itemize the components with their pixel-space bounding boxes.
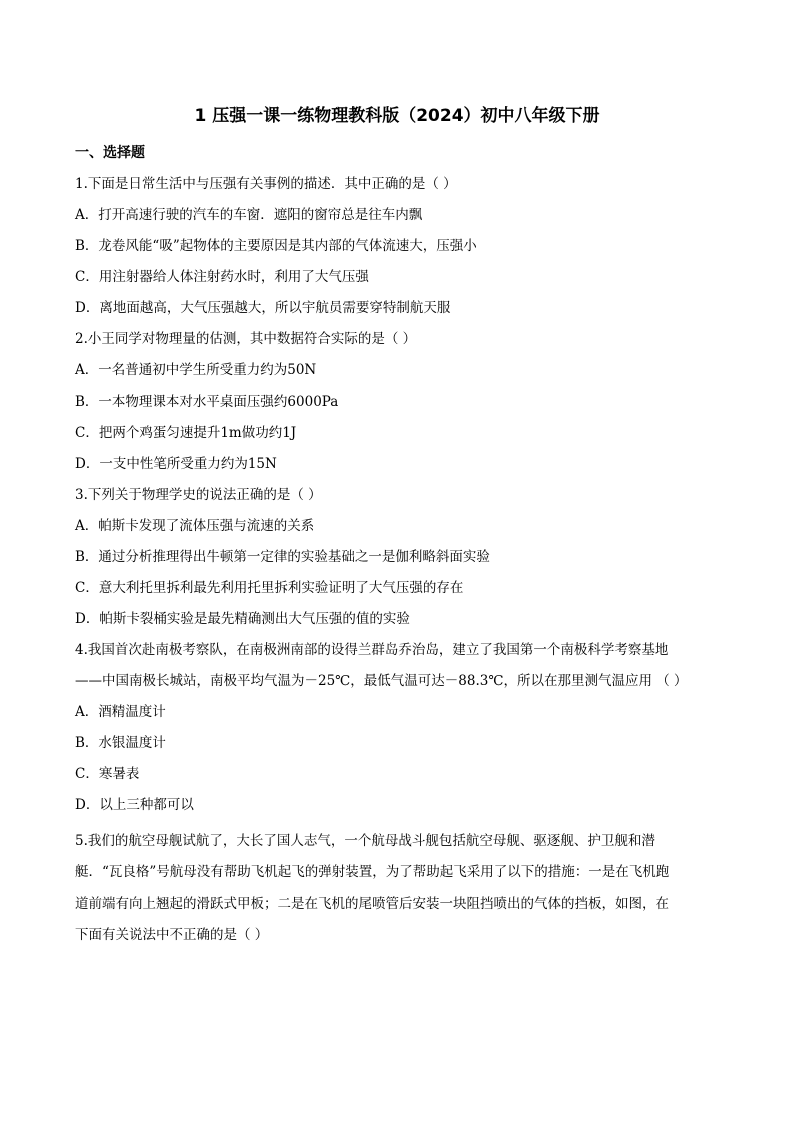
question-4-option-a: A．酒精温度计 — [75, 704, 166, 720]
question-2-option-b: B．一本物理课本对水平桌面压强约6000Pa — [75, 394, 339, 410]
question-2-option-c: C．把两个鸡蛋匀速提升1m做功约1J — [75, 425, 297, 441]
question-2-option-d: D．一支中性笔所受重力约为15N — [75, 456, 277, 472]
section-heading: 一、选择题 — [75, 145, 145, 161]
question-2-stem: 2.小王同学对物理量的估测，其中数据符合实际的是（ ） — [75, 331, 417, 347]
question-4-option-b: B．水银温度计 — [75, 735, 166, 751]
page-title: 1 压强一课一练物理教科版（2024）初中八年级下册 — [194, 106, 600, 126]
question-1-stem: 1.下面是日常生活中与压强有关事例的描述．其中正确的是（ ） — [75, 176, 457, 192]
question-4-stem-line-2: ——中国南极长城站，南极平均气温为－25℃，最低气温可达－88.3℃，所以在那里测气温应用 （ ） — [75, 673, 688, 689]
question-5-stem — [75, 826, 725, 951]
question-1-option-d: D．离地面越高，大气压强越大，所以宇航员需要穿特制航天服 — [75, 300, 451, 316]
question-5-stem-line-3: 道前端有向上翘起的滑跃式甲板；二是在飞机的尾喷管后安装一块阻挡喷出的气体的挡板，如图，在 — [75, 895, 669, 912]
question-3-option-a: A．帕斯卡发现了流体压强与流速的关系 — [75, 518, 315, 534]
question-1-option-c: C．用注射器给人体注射药水时，利用了大气压强 — [75, 269, 369, 285]
question-5-stem-line-1: 5.我们的航空母舰试航了，大长了国人志气，一个航母战斗舰包括航空母舰、驱逐舰、护卫舰和潜 — [75, 833, 655, 849]
question-3-stem: 3.下列关于物理学史的说法正确的是（ ） — [75, 487, 322, 503]
question-3-option-b: B．通过分析推理得出牛顿第一定律的实验基础之一是伽利略斜面实验 — [75, 549, 490, 565]
question-5-stem-line-2: 艇．“瓦良格”号航母没有帮助飞机起飞的弹射装置，为了帮助起飞采用了以下的措施：一是在飞机跑 — [75, 864, 670, 881]
question-3-option-d: D．帕斯卡裂桶实验是最先精确测出大气压强的值的实验 — [75, 611, 410, 627]
question-3-option-c: C．意大利托里拆利最先利用托里拆利实验证明了大气压强的存在 — [75, 580, 464, 596]
question-4-option-d: D．以上三种都可以 — [75, 797, 194, 813]
question-5-stem-line-4: 下面有关说法中不正确的是（ ） — [75, 926, 269, 943]
question-4-option-c: C．寒暑表 — [75, 766, 140, 782]
question-4-stem-line-1: 4.我国首次赴南极考察队，在南极洲南部的设得兰群岛乔治岛，建立了我国第一个南极科学考察基地 — [75, 642, 669, 658]
question-1-option-b: B．龙卷风能“吸”起物体的主要原因是其内部的气体流速大，压强小 — [75, 238, 477, 254]
question-1-option-a: A．打开高速行驶的汽车的车窗．遮阳的窗帘总是往车内飘 — [75, 207, 423, 223]
question-2-option-a: A．一名普通初中学生所受重力约为50N — [75, 362, 317, 378]
